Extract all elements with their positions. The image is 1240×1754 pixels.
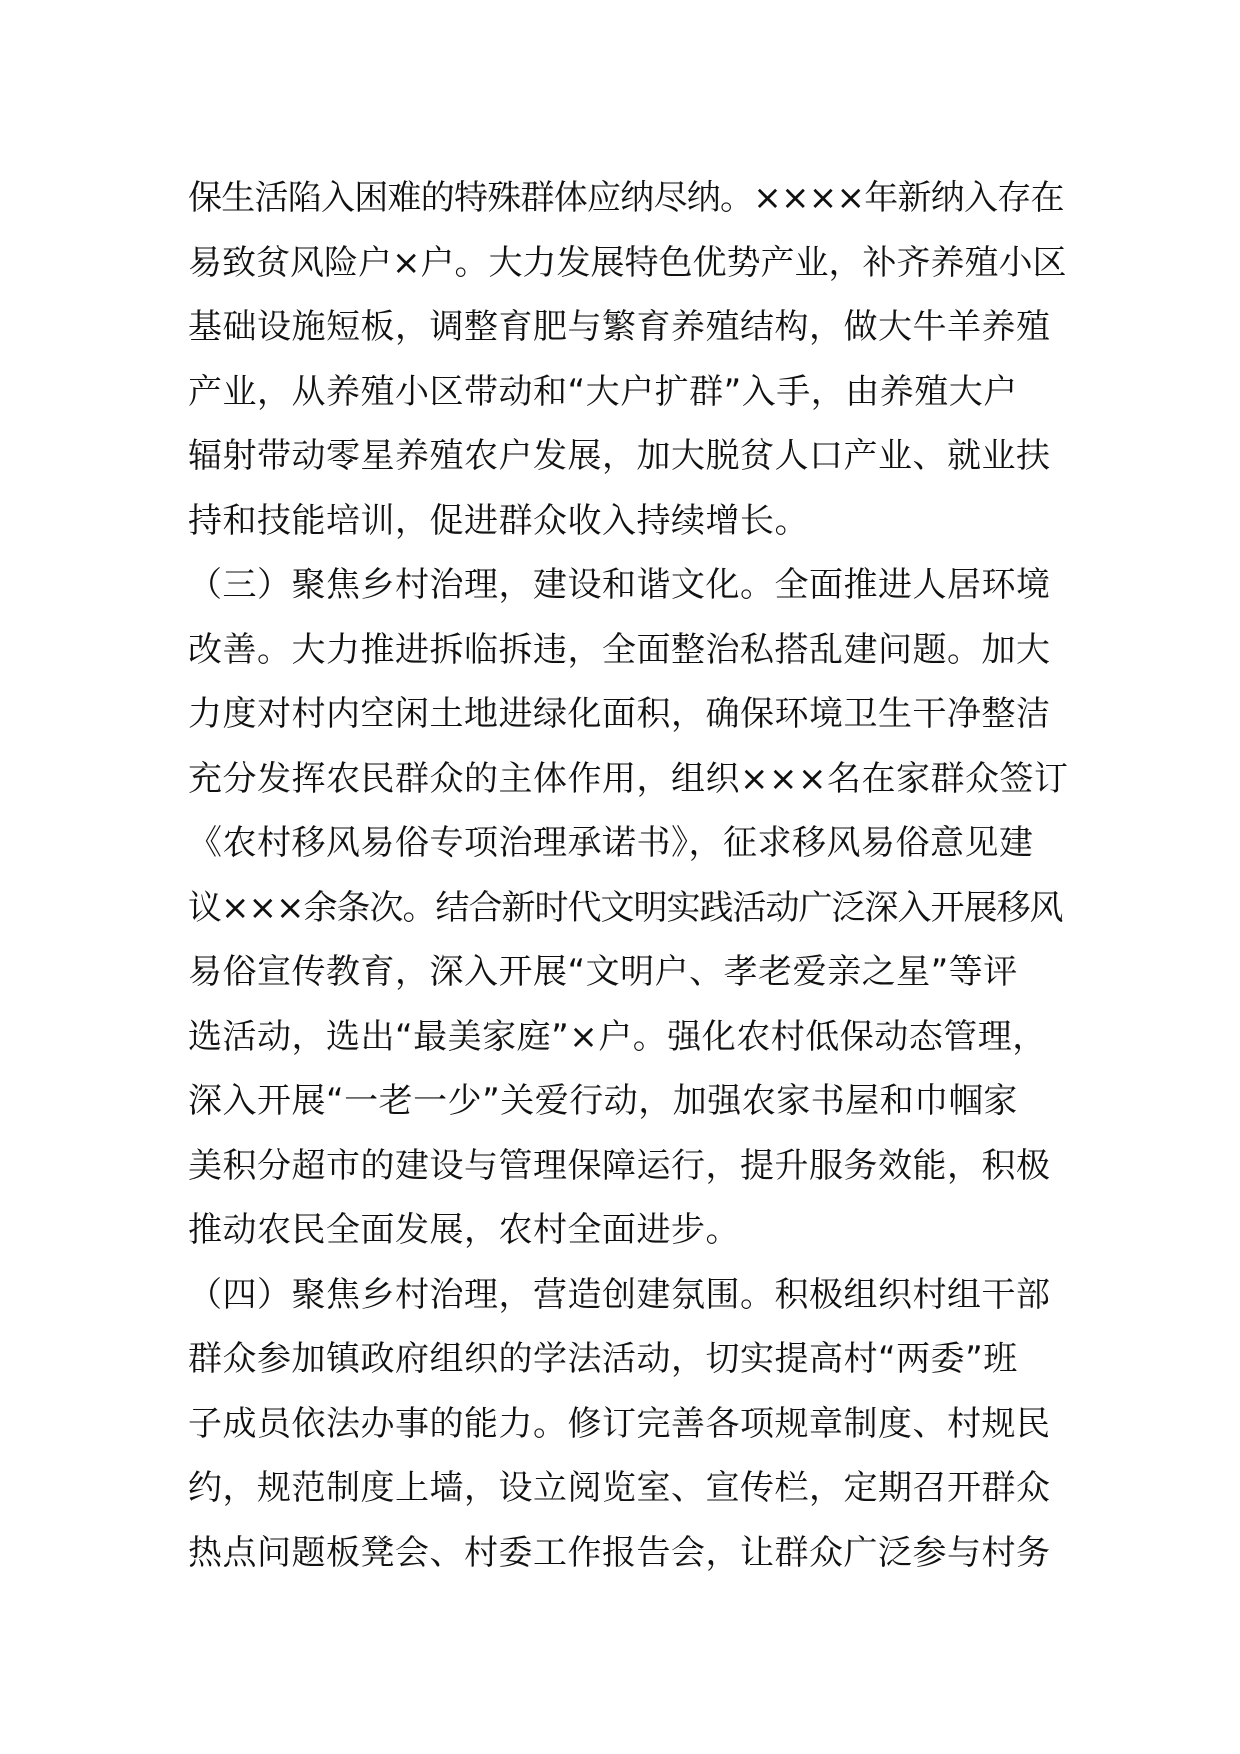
text-line: 美积分超市的建设与管理保障运行，提升服务效能，积极 [188, 1145, 1051, 1186]
text-line: 产业，从养殖小区带动和“大户扩群”入手，由养殖大户 [188, 371, 1018, 412]
text-line: 辐射带动零星养殖农户发展，加大脱贫人口产业、就业扶 [188, 436, 1051, 476]
text-line: 深入开展“一老一少”关爱行动，加强农家书屋和巾帼家 [188, 1081, 1018, 1121]
text-line: 力度对村内空闲土地进绿化面积，确保环境卫生干净整洁 [188, 694, 1051, 734]
text-line: 持和技能培训，促进群众收入持续增长。 [188, 500, 809, 541]
text-line: 改善。大力推进拆临拆违，全面整治私搭乱建问题。加大 [188, 629, 1051, 670]
section-heading-3: （三）聚焦乡村治理，建设和谐文化。全面推进人居环境 [188, 565, 1051, 605]
text-line: 基础设施短板，调整育肥与繁育养殖结构，做大牛羊养殖 [188, 307, 1051, 347]
text-line: 保生活陷入困难的特殊群体应纳尽纳。××××年新纳入存在 [188, 178, 1064, 218]
text-line: 易俗宣传教育，深入开展“文明户、孝老爱亲之星”等评 [188, 952, 1018, 992]
text-line: 推动农民全面发展，农村全面进步。 [188, 1210, 740, 1250]
text-line: 《农村移风易俗专项治理承诺书》，征求移风易俗意见建 [188, 823, 1034, 863]
body-text [188, 166, 1068, 1585]
text-line: 子成员依法办事的能力。修订完善各项规章制度、村规民 [188, 1403, 1051, 1444]
text-line: 群众参加镇政府组织的学法活动，切实提高村“两委”班 [188, 1339, 1018, 1379]
text-line: 选活动，选出“最美家庭”×户。强化农村低保动态管理， [188, 1016, 1047, 1057]
text-line: 易致贫风险户×户。大力发展特色优势产业，补齐养殖小区 [188, 242, 1067, 283]
text-line: 议×××余条次。结合新时代文明实践活动广泛深入开展移风 [188, 887, 1063, 928]
text-line: 热点问题板凳会、村委工作报告会，让群众广泛参与村务 [188, 1532, 1051, 1573]
text-line: 充分发挥农民群众的主体作用，组织×××名在家群众签订 [188, 758, 1069, 799]
section-heading-4: （四）聚焦乡村治理，营造创建氛围。积极组织村组干部 [188, 1274, 1051, 1315]
text-line: 约，规范制度上墙，设立阅览室、宣传栏，定期召开群众 [188, 1468, 1051, 1508]
